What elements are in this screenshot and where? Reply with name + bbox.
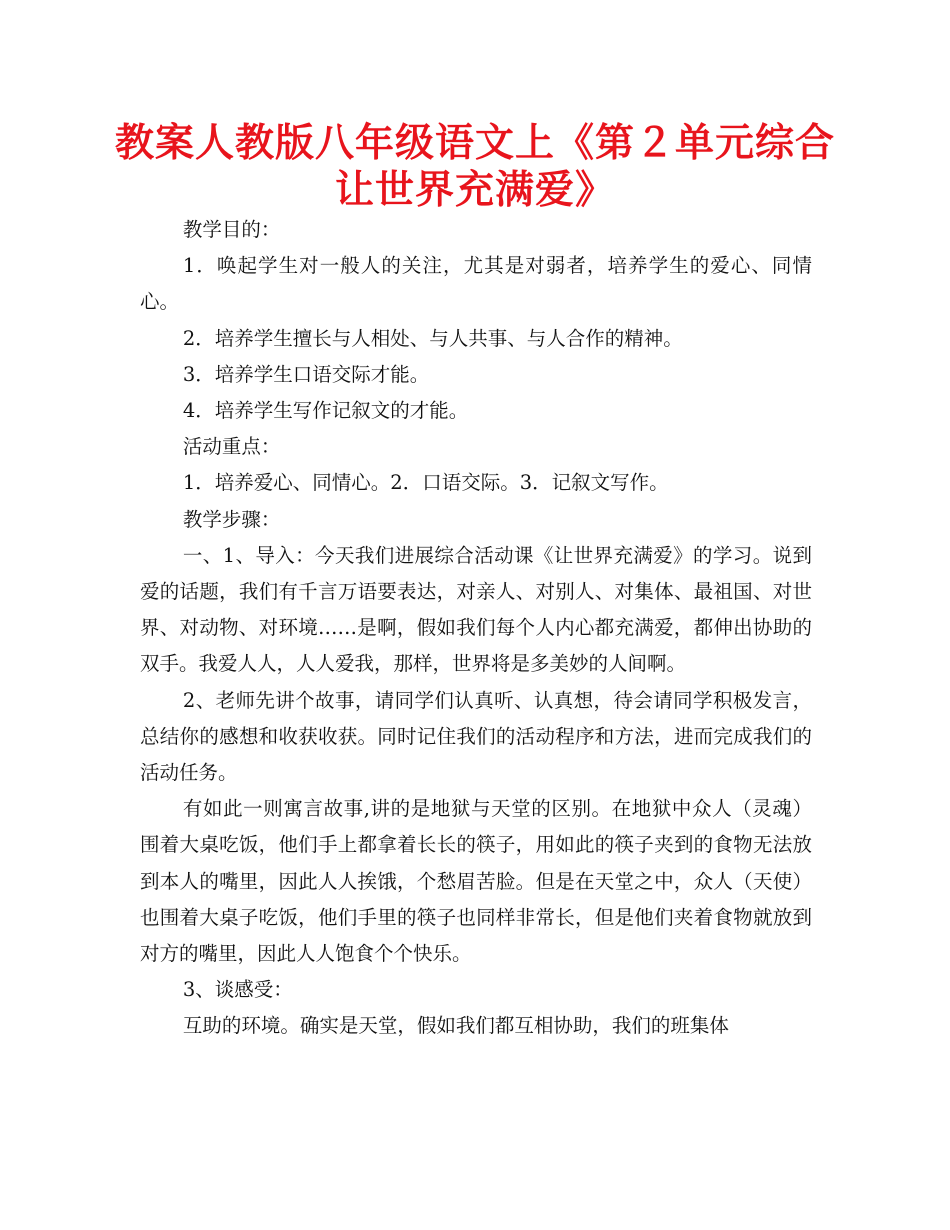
- key-points-text: 1．培养爱心、同情心。2．口语交际。3．记叙文写作。: [182, 471, 669, 495]
- document-title-line-1: 教案人教版八年级语文上《第２单元综合: [114, 121, 835, 166]
- step-intro-paragraph: 一、1、导入：今天我们进展综合活动课《让世界充满爱》的学习。说到爱的话题，我们有千言万语要表达，对亲人、对别人、对集体、最祖国、对世界、对动物、对环境……是啊，假如我们每个人内心都充满爱，都伸出协助的双手。我爱人人，人人爱我，那样，世界将是多美妙的人间啊。: [140, 543, 812, 676]
- document-title-line-2: 让世界充满爱》: [334, 168, 615, 213]
- section-heading-steps: 教学步骤：: [182, 507, 281, 531]
- objective-item-3: 3．培养学生口语交际才能。: [182, 362, 430, 386]
- objective-item-4: 4．培养学生写作记叙文的才能。: [182, 399, 469, 423]
- document-body: [140, 212, 812, 1045]
- objective-item-1: 1．唤起学生对一般人的关注，尤其是对弱者，培养学生的爱心、同情心。: [140, 254, 812, 314]
- section-heading-key-points: 活动重点：: [182, 435, 281, 459]
- step-story-instruction: 2、老师先讲个故事，请同学们认真听、认真想，待会请同学积极发言，总结你的感想和收获收获。同时记住我们的活动程序和方法，进而完成我们的活动任务。: [140, 688, 812, 785]
- feelings-paragraph: 互助的环境。确实是天堂，假如我们都互相协助，我们的班集体: [182, 1014, 729, 1038]
- section-heading-feelings: 3、谈感受：: [182, 978, 293, 1002]
- section-heading-objectives: 教学目的：: [182, 218, 281, 241]
- objective-item-2: 2．培养学生擅长与人相处、与人共事、与人合作的精神。: [182, 326, 683, 350]
- story-paragraph: 有如此一则寓言故事,讲的是地狱与天堂的区别。在地狱中众人（灵魂）围着大桌吃饭，他们手上都拿着长长的筷子，用如此的筷子夹到的食物无法放到本人的嘴里，因此人人挨饿，个愁眉苦脸。但是在天堂之中，众人（天使）也围着大桌子吃饭，他们手里的筷子也同样非常长，但是他们夹着食物就放到对方的嘴里，因此人人饱食个个快乐。: [140, 797, 812, 966]
